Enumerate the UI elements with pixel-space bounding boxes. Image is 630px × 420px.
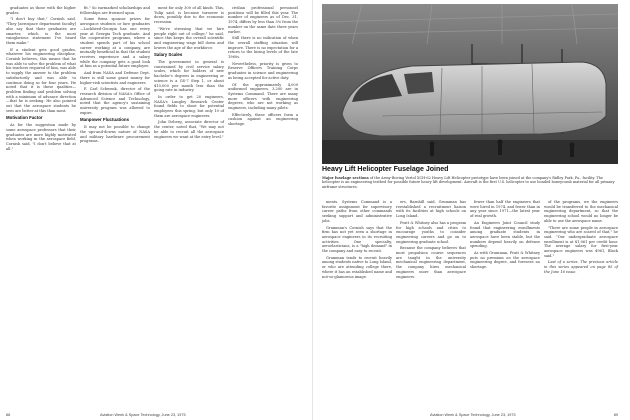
paragraph: ments. Systems Command is a favorite assignment for supervisory career paths from other commands seeking support and administrative jobs. bbox=[322, 200, 392, 223]
right-column-3 bbox=[470, 200, 540, 272]
paragraph: As with Grumman, Pratt & Whitney puts no premium on the aerospace engineering degree, and foresees no shortage. bbox=[470, 251, 540, 270]
paragraph: "We're stressing that we hire people right out of college," he said, since this keeps the overall scientific and engineering wage bill down and lowers the age of the workforce. bbox=[154, 26, 224, 50]
page-number-left: 88 bbox=[6, 413, 11, 417]
paragraph: Of the approximately 4,000 uniformed engineers, 3,200 are in Systems Command. There are many more officers with engineering degrees, who are not working as engineers, including many pilots. bbox=[228, 82, 298, 111]
paragraph: It may not be possible to change the ups-and-downs nature of NASA and military hardware procurement programs. bbox=[80, 125, 150, 144]
paragraph: fit." So earmarked scholarships and fellowships are frowned upon. bbox=[80, 6, 150, 15]
paragraph: civilian professional personnel positions will be filled this year. The number of engineers as of Dec. 31, 1974, differs by less than 3% from the number on the same date three years earlier. bbox=[228, 6, 298, 34]
fuselage-illustration bbox=[322, 4, 618, 164]
paragraph: Nevertheless, priority is given to Reserve Officers Training Corps graduates in science and engineering as being accepted for active duty. bbox=[228, 61, 298, 80]
paragraph: If a student gets good grades, whatever his engineering discipline, Cornish believes, this means that he was able to solve the problem of what his teachers required of him, was able to supply the answer to the problem satisfactorily and was able to continue doing so for four years. He noted that it is these qualities—problem finding and problem solving with a minimum of advance direction—that he is seeking. He also pointed out that the aerospace students he sees are better at this than most. bbox=[6, 47, 76, 113]
paragraph: In order to get 20 engineers, NASA's Langley Research Center found fields to shoot for potential employees this spring, but only 10 of them are aerospace engineers. bbox=[154, 94, 224, 118]
page-number-right: 89 bbox=[613, 413, 618, 417]
caption-body: of the Army-Boeing Vertol XCH-62 Heavy Lift Helicopter prototype have been joined at the company's Ridley Park, Pa., facility. The helicopter is an engineering testbed for possible future heavy lift development. Aircraft is the first U.S. helicopter to use bonded honeycomb material for all primary airframe structures. bbox=[322, 176, 615, 189]
section-heading: Manpower Fluctuations bbox=[80, 117, 130, 123]
paragraph: Effectively, these officers form a cushion against an engineering shortage. bbox=[228, 112, 298, 127]
left-column-3 bbox=[154, 6, 224, 141]
section-heading: Salary Scales bbox=[154, 52, 183, 58]
paragraph: ers, Barnhill said, Grumman has reestablished a recruitment liaison with its facilities at high schools on Long Island. bbox=[396, 200, 466, 219]
paragraph: of the programs, we the engineers would be transferred to the mechanical engineering department, so that the engineering school would no longer be able to use the aerospace name. bbox=[544, 200, 618, 223]
right-column-4 bbox=[544, 200, 618, 277]
left-column-1 bbox=[6, 6, 76, 153]
paragraph: John Deberg, associate director of the center, noted that, "We may not be able to recruit all the aerospace engineers we want at the entry level." bbox=[154, 120, 224, 139]
paragraph: F. Carl Schwenk, director of the research division of NASA's Office of Advanced Science and Technology, noted that the agency's sustaining university program was allowed to expire. bbox=[80, 87, 150, 115]
figure-caption bbox=[322, 176, 618, 189]
figure-title: Heavy Lift Helicopter Fuselage Joined bbox=[322, 166, 449, 173]
paragraph: And from NASA and Defense Dept. there is still some grant money for higher-risk scientists and engineers. bbox=[80, 71, 150, 85]
paragraph: fewer than half the engineers that were hired in 1974, and fewer than in any year since 1971—the latest year of real growth. bbox=[470, 200, 540, 219]
paragraph: As for the suggestion made by some aerospace professors that their graduates are more highly motivated when working in the aerospace field, Cornish said, "I don't believe that at all." bbox=[6, 123, 76, 151]
series-note: Last of a series. The previous article in this series appeared on page 85 of the June 16 issue. bbox=[544, 260, 618, 274]
paragraph: graduates as those with the higher grades. bbox=[6, 6, 76, 15]
paragraph: Because the company believes that most propulsion course sequences are taught in the university mechanical engineering department, the company hires mechanical engineers more than aerospace engineers. bbox=[396, 246, 466, 279]
left-column-4 bbox=[228, 6, 298, 129]
left-column-2 bbox=[80, 6, 150, 146]
caption-lead: Major fuselage sections bbox=[322, 176, 369, 180]
paragraph: Still there is no indication of when the overall staffing situation will improve. There is no expectation for a return to the hiring levels of the late 1960s. bbox=[228, 36, 298, 60]
paragraph: The government in general is constrained by civil service salary scales, which for holders of new bachelor's degrees in engineering or science is a GS-7 Step 1, or about $10,000 per month less than the going rate in industry. bbox=[154, 60, 224, 93]
page-gutter bbox=[312, 0, 313, 420]
section-heading: Motivation Factor bbox=[6, 115, 43, 121]
right-column-2 bbox=[396, 200, 466, 281]
paragraph: "I don't buy that," Cornish said. "They [aerospace department faculty] also say that their graduates are smarter, which is the most vainglorious statement I've heard them make." bbox=[6, 17, 76, 45]
paragraph: ment for only 300 of all kinds. This, Tulip said, is because turnover is down, possibly due to the economic recession. bbox=[154, 6, 224, 25]
publication-line-right: Aviation Week & Space Technology, June 23, 1975 bbox=[430, 413, 516, 417]
helicopter-fuselage-photo bbox=[322, 4, 618, 164]
right-column-1 bbox=[322, 200, 392, 281]
paragraph: An Engineers Joint Council study found that engineering enrollments among graduate students in aerospace have been stable, but the numbers depend heavily on defense spending. bbox=[470, 220, 540, 249]
publication-line-left: Aviation Week & Space Technology, June 23, 1975 bbox=[100, 413, 186, 417]
paragraph: "There are some people in aerospace engineering who are scared of that," he said. "Our undergraduate aerospace enrollment is at $1,061 per credit hour. The average salary for first-year aerospace engineers was $961, Black said." bbox=[544, 225, 618, 258]
paragraph: Some firms sponsor prizes for aerospace students or lure graduates—Lockheed-Georgia has one every year at Georgia Tech graduate. And the cooperative programs, where a student spends part of his school career working at a company, are mutually beneficial in that the student receives experience and a salary while the company gets a good look at him as a potential future employee. bbox=[80, 17, 150, 69]
paragraph: Grumman's Cornish says that the firm has not yet seen a shortage in aerospace engineers in its recruiting activities. One specialty, aeroelasticians, is a "high demand" in the company and easy to recruit. bbox=[322, 225, 392, 254]
paragraph: Grumman tends to recruit heavily among students native to Long Island, or who are attending college there, where it has an established name and not-so-glamorous image. bbox=[322, 255, 392, 279]
paragraph: Pratt & Whitney also has a program for high schools and cities to encourage youths to consider engineering careers and go on to engineering graduate school. bbox=[396, 220, 466, 244]
